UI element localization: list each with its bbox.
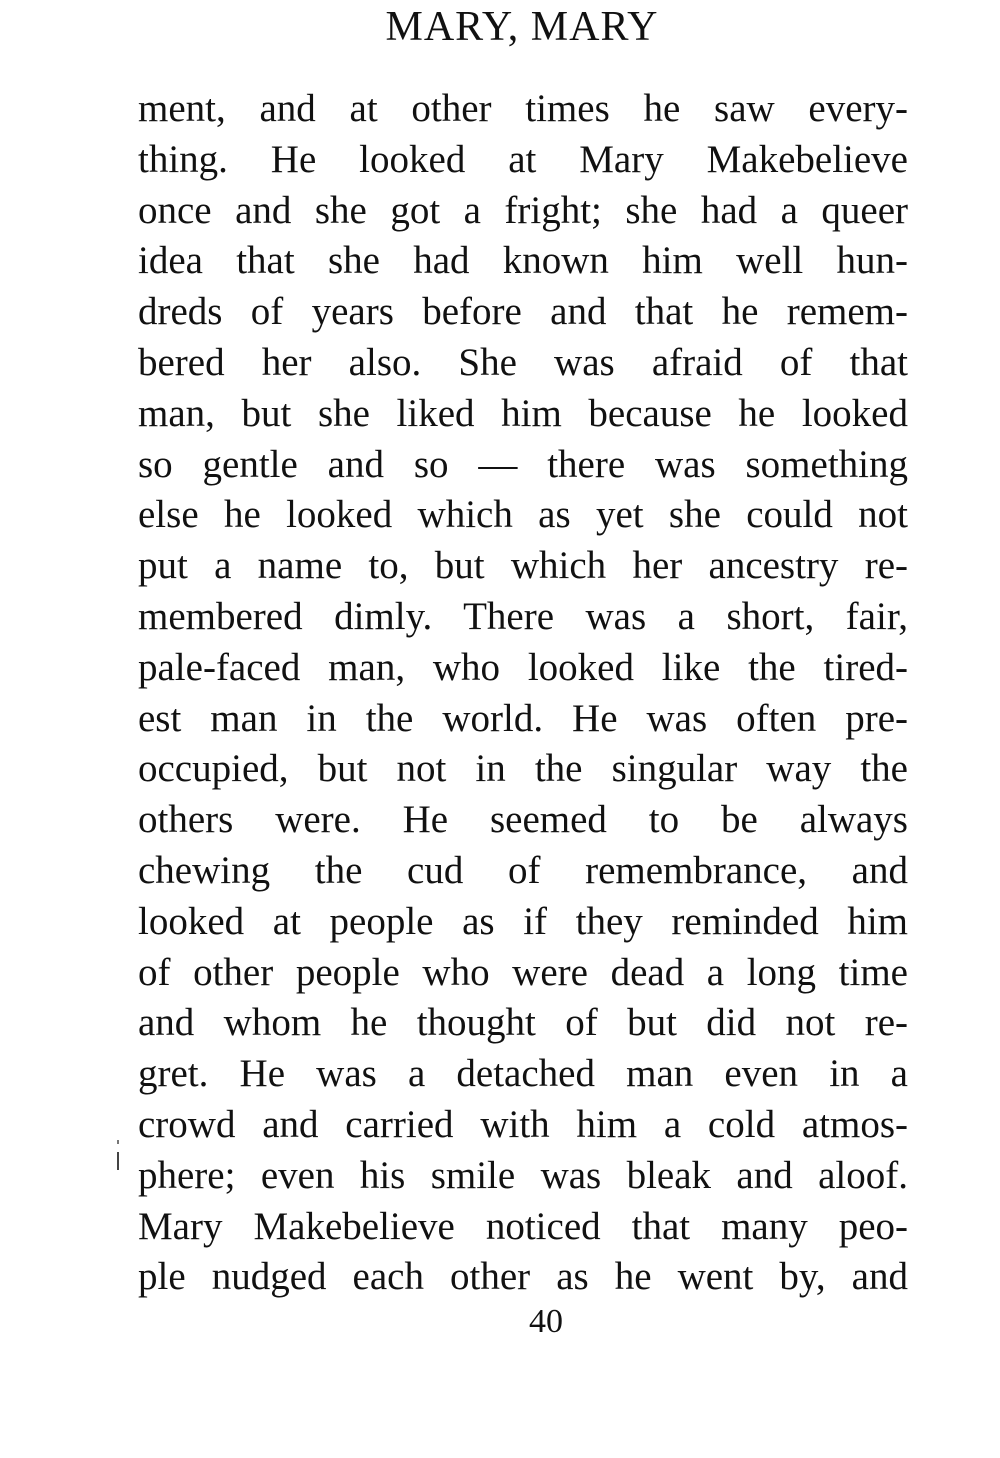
text-line: pale-faced man, who looked like the tired-: [138, 645, 908, 689]
text-line: so gentle and so — there was something: [138, 442, 908, 486]
text-line: membered dimly. There was a short, fair,: [138, 594, 908, 638]
text-line: crowd and carried with him a cold atmos-: [138, 1102, 908, 1146]
text-line: Mary Makebelieve noticed that many peo-: [138, 1204, 908, 1248]
text-line: and whom he thought of but did not re-: [138, 1001, 908, 1045]
text-line: occupied, but not in the singular way the: [138, 747, 908, 791]
text-line: others were. He seemed to be always: [138, 798, 908, 842]
margin-mark: [117, 1140, 119, 1144]
text-line: looked at people as if they reminded him: [138, 899, 908, 943]
text-line: else he looked which as yet she could not: [138, 493, 908, 537]
text-line: idea that she had known him well hun-: [138, 239, 908, 283]
page-number: 40: [529, 1303, 563, 1340]
margin-mark: [117, 1152, 119, 1170]
text-line: dreds of years before and that he remem-: [138, 290, 908, 334]
text-line: thing. He looked at Mary Makebelieve: [138, 137, 908, 181]
text-line: of other people who were dead a long time: [138, 950, 908, 994]
text-line: bered her also. She was afraid of that: [138, 340, 908, 384]
text-line: phere; even his smile was bleak and aloof.: [138, 1153, 908, 1197]
text-line: put a name to, but which her ancestry re-: [138, 544, 908, 588]
body-text: [138, 84, 908, 1303]
text-line: man, but she liked him because he looked: [138, 391, 908, 435]
text-line: ment, and at other times he saw every-: [138, 87, 908, 130]
text-line: chewing the cud of remembrance, and: [138, 848, 908, 892]
text-line: once and she got a fright; she had a queer: [138, 188, 908, 232]
text-line: gret. He was a detached man even in a: [138, 1052, 908, 1096]
text-line: est man in the world. He was often pre-: [138, 696, 908, 740]
text-line: ple nudged each other as he went by, and: [138, 1255, 908, 1299]
running-head: MARY, MARY: [385, 4, 659, 50]
